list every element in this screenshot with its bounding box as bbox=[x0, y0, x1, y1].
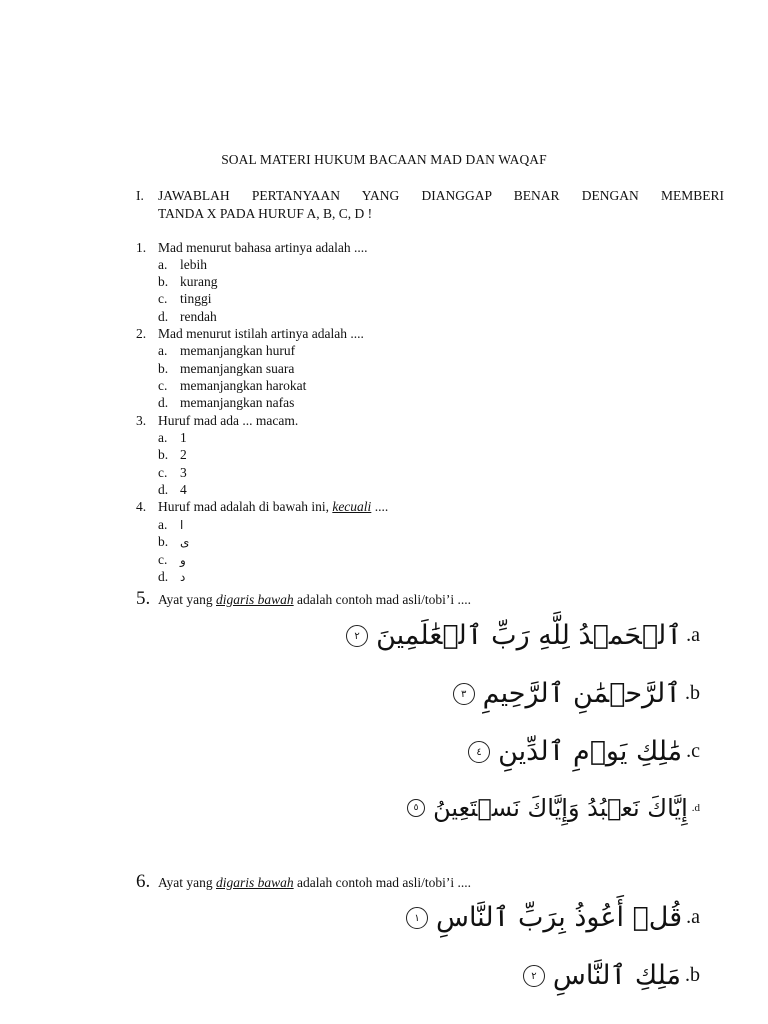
question-number: 4. bbox=[136, 499, 147, 514]
option: d. د bbox=[158, 569, 186, 584]
arabic-verse: قُلۡ أَعُوذُ بِرَبِّ ٱلنَّاسِ bbox=[436, 902, 683, 933]
arabic-verse: ٱلرَّحۡمَٰنِ ٱلرَّحِيمِ bbox=[482, 678, 681, 709]
option: c. و bbox=[158, 552, 186, 567]
question-6: 6. Ayat yang digaris bawah adalah contoh mad asli/tobi’i .... bbox=[136, 871, 471, 892]
ayah-number-icon: ١ bbox=[406, 907, 428, 929]
ayah-option-a bbox=[346, 620, 700, 651]
option-label: .c bbox=[686, 740, 700, 762]
option: a. 1 bbox=[158, 430, 187, 445]
option: d. rendah bbox=[158, 309, 217, 324]
page-title: SOAL MATERI HUKUM BACAAN MAD DAN WAQAF bbox=[221, 152, 547, 167]
option: d. memanjangkan nafas bbox=[158, 395, 295, 410]
option-label: .a bbox=[686, 906, 700, 928]
question-number: 2. bbox=[136, 326, 147, 341]
option: b. memanjangkan suara bbox=[158, 361, 295, 376]
ayah-option-a bbox=[406, 902, 700, 933]
ayah-number-icon: ٢ bbox=[346, 625, 368, 647]
option-label: .d bbox=[691, 802, 700, 814]
instruction bbox=[136, 187, 724, 223]
question-number: 6. bbox=[136, 871, 151, 892]
question-4: 4. Huruf mad adalah di bawah ini, kecuali .... bbox=[136, 499, 389, 514]
ayah-option-b bbox=[453, 678, 700, 709]
instruction-line-2: TANDA X PADA HURUF A, B, C, D ! bbox=[158, 206, 373, 221]
option: a. ا bbox=[158, 517, 184, 532]
arabic-verse: إِيَّاكَ نَعۡبُدُ وَإِيَّاكَ نَسۡتَعِينُ bbox=[433, 794, 688, 822]
ayah-number-icon: ٣ bbox=[453, 683, 475, 705]
arabic-verse: ٱلۡحَمۡدُ لِلَّهِ رَبِّ ٱلۡعَٰلَمِينَ bbox=[376, 620, 683, 651]
arabic-verse: مَٰلِكِ يَوۡمِ ٱلدِّينِ bbox=[498, 736, 683, 767]
option: a. lebih bbox=[158, 257, 207, 272]
arabic-verse: مَلِكِ ٱلنَّاسِ bbox=[552, 960, 681, 991]
question-text: Mad menurut istilah artinya adalah .... bbox=[158, 326, 364, 341]
ayah-option-b bbox=[523, 960, 700, 991]
question-text: Mad menurut bahasa artinya adalah .... bbox=[158, 240, 368, 255]
option: b. 2 bbox=[158, 447, 187, 462]
question-number: 1. bbox=[136, 240, 147, 255]
option: a. memanjangkan huruf bbox=[158, 343, 296, 358]
question-5: 5. Ayat yang digaris bawah adalah contoh mad asli/tobi’i .... bbox=[136, 588, 471, 609]
instruction-number: I. bbox=[136, 188, 144, 203]
option: b. kurang bbox=[158, 274, 218, 289]
question-2 bbox=[136, 325, 364, 342]
option-label: .b bbox=[685, 964, 700, 986]
ayah-number-icon: ٢ bbox=[523, 965, 545, 987]
question-1 bbox=[136, 239, 368, 256]
option: c. tinggi bbox=[158, 291, 212, 306]
question-number: 5. bbox=[136, 588, 151, 609]
option: b. ى bbox=[158, 534, 190, 549]
option: c. 3 bbox=[158, 465, 187, 480]
ayah-number-icon: ٥ bbox=[407, 799, 425, 817]
instruction-line-1: JAWABLAH PERTANYAAN YANG DIANGGAP BENAR DENGAN MEMBERI bbox=[158, 188, 724, 203]
question-3 bbox=[136, 412, 298, 429]
ayah-number-icon: ٤ bbox=[468, 741, 490, 763]
option: d. 4 bbox=[158, 482, 187, 497]
question-number: 3. bbox=[136, 413, 147, 428]
option: c. memanjangkan harokat bbox=[158, 378, 307, 393]
option-label: .a bbox=[686, 624, 700, 646]
ayah-option-d bbox=[407, 794, 700, 822]
emphasis-digaris-bawah: digaris bawah bbox=[216, 592, 294, 607]
ayah-option-c bbox=[468, 736, 700, 767]
emphasis-kecuali: kecuali bbox=[332, 499, 372, 514]
question-text: Huruf mad ada ... macam. bbox=[158, 413, 299, 428]
option-label: .b bbox=[685, 682, 700, 704]
emphasis-digaris-bawah: digaris bawah bbox=[216, 875, 294, 890]
